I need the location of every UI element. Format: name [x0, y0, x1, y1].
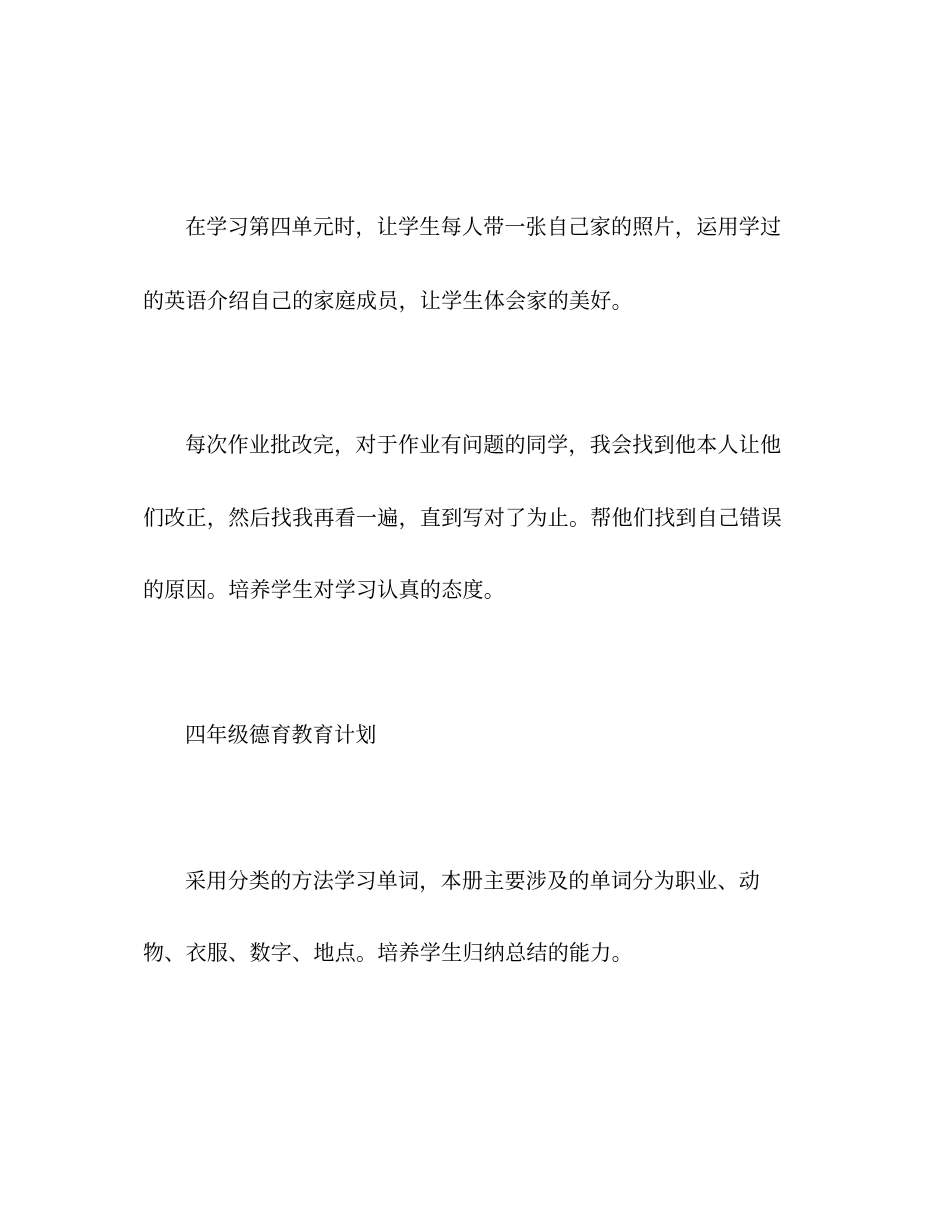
paragraph-1-line-1: 在学习第四单元时，让学生每人带一张自己家的照片，运用学过: [185, 215, 782, 239]
paragraph-4-line-1: 采用分类的方法学习单词，本册主要涉及的单词分为职业、动: [185, 869, 761, 893]
paragraph-2-line-2: 们改正，然后找我再看一遍，直到写对了为止。帮他们找到自己错误: [143, 506, 782, 530]
paragraph-1-line-2: 的英语介绍自己的家庭成员，让学生体会家的美好。: [143, 289, 633, 313]
paragraph-2-line-1: 每次作业批改完，对于作业有问题的同学，我会找到他本人让他: [185, 433, 782, 457]
paragraph-2-line-3: 的原因。培养学生对学习认真的态度。: [143, 578, 506, 602]
paragraph-4-line-2: 物、衣服、数字、地点。培养学生归纳总结的能力。: [143, 941, 633, 965]
section-heading: 四年级德育教育计划: [185, 723, 377, 747]
